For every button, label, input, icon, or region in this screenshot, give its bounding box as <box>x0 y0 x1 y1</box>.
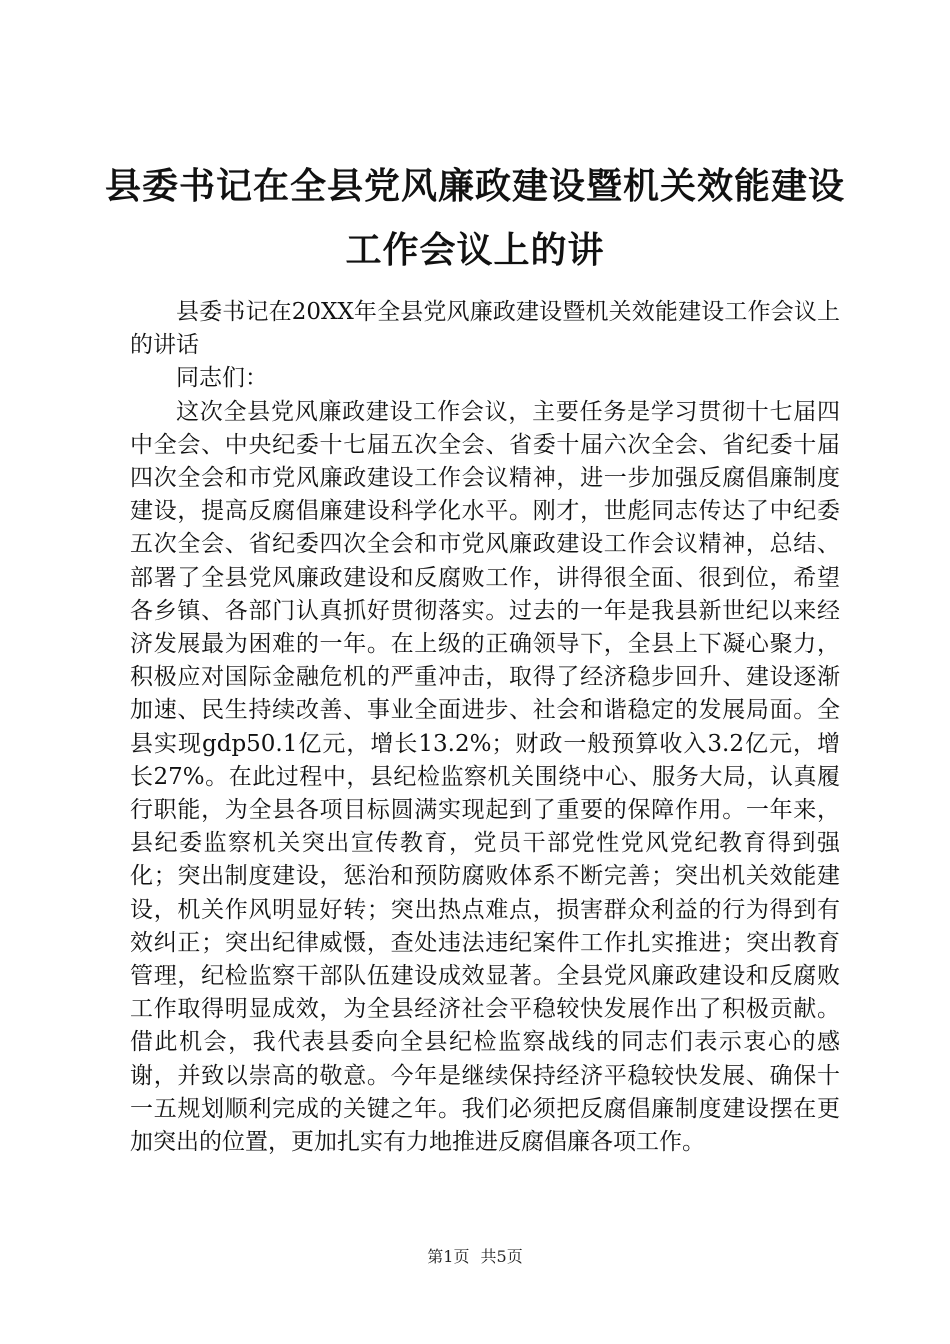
document-title-line-1: 县委书记在全县党风廉政建设暨机关效能建设 <box>104 166 845 207</box>
paragraph-subtitle: 县委书记在20XX年全县党风廉政建设暨机关效能建设工作会议上的讲话 <box>130 299 840 359</box>
page-footer <box>0 1244 950 1267</box>
paragraph-main: 这次全县党风廉政建设工作会议，主要任务是学习贯彻十七届四中全会、中央纪委十七届五次全会、省委十届六次全会、省纪委十届四次全会和市党风廉政建设工作会议精神，进一步加强反腐倡廉制度建设，提高反腐倡廉建设科学化水平。刚才，世彪同志传达了中纪委五次全会、省纪委四次全会和市党风廉政建设工作会议精神，总结、部署了全县党风廉政建设和反腐败工作，讲得很全面、很到位，希望各乡镇、各部门认真抓好贯彻落实。过去的一年是我县新世纪以来经济发展最为困难的一年。在上级的正确领导下，全县上下凝心聚力，积极应对国际金融危机的严重冲击，取得了经济稳步回升、建设逐渐加速、民生持续改善、事业全面进步、社会和谐稳定的发展局面。全县实现gdp50.1亿元，增长13.2%；财政一般预算收入3.2亿元，增长27%。在此过程中，县纪检监察机关围绕中心、服务大局，认真履行职能，为全县各项目标圆满实现起到了重要的保障作用。一年来，县纪委监察机关突出宣传教育，党员干部党性党风党纪教育得到强化；突出制度建设，惩治和预防腐败体系不断完善；突出机关效能建设，机关作风明显好转；突出热点难点，损害群众利益的行为得到有效纠正；突出纪律威慑，查处违法违纪案件工作扎实推进；突出教育管理，纪检监察干部队伍建设成效显著。全县党风廉政建设和反腐败工作取得明显成效，为全县经济社会平稳较快发展作出了积极贡献。借此机会，我代表县委向全县纪检监察战线的同志们表示衷心的感谢，并致以崇高的敬意。今年是继续保持经济平稳较快发展、确保十一五规划顺利完成的关键之年。我们必须把反腐倡廉制度建设摆在更加突出的位置，更加扎实有力地推进反腐倡廉各项工作。 <box>130 398 840 1156</box>
paragraph-salutation: 同志们： <box>176 365 268 392</box>
page-total: 共5页 <box>480 1247 523 1266</box>
document-title-line-2: 工作会议上的讲 <box>345 230 605 271</box>
page-number: 第1页 <box>427 1247 470 1266</box>
document-body <box>130 296 840 1159</box>
